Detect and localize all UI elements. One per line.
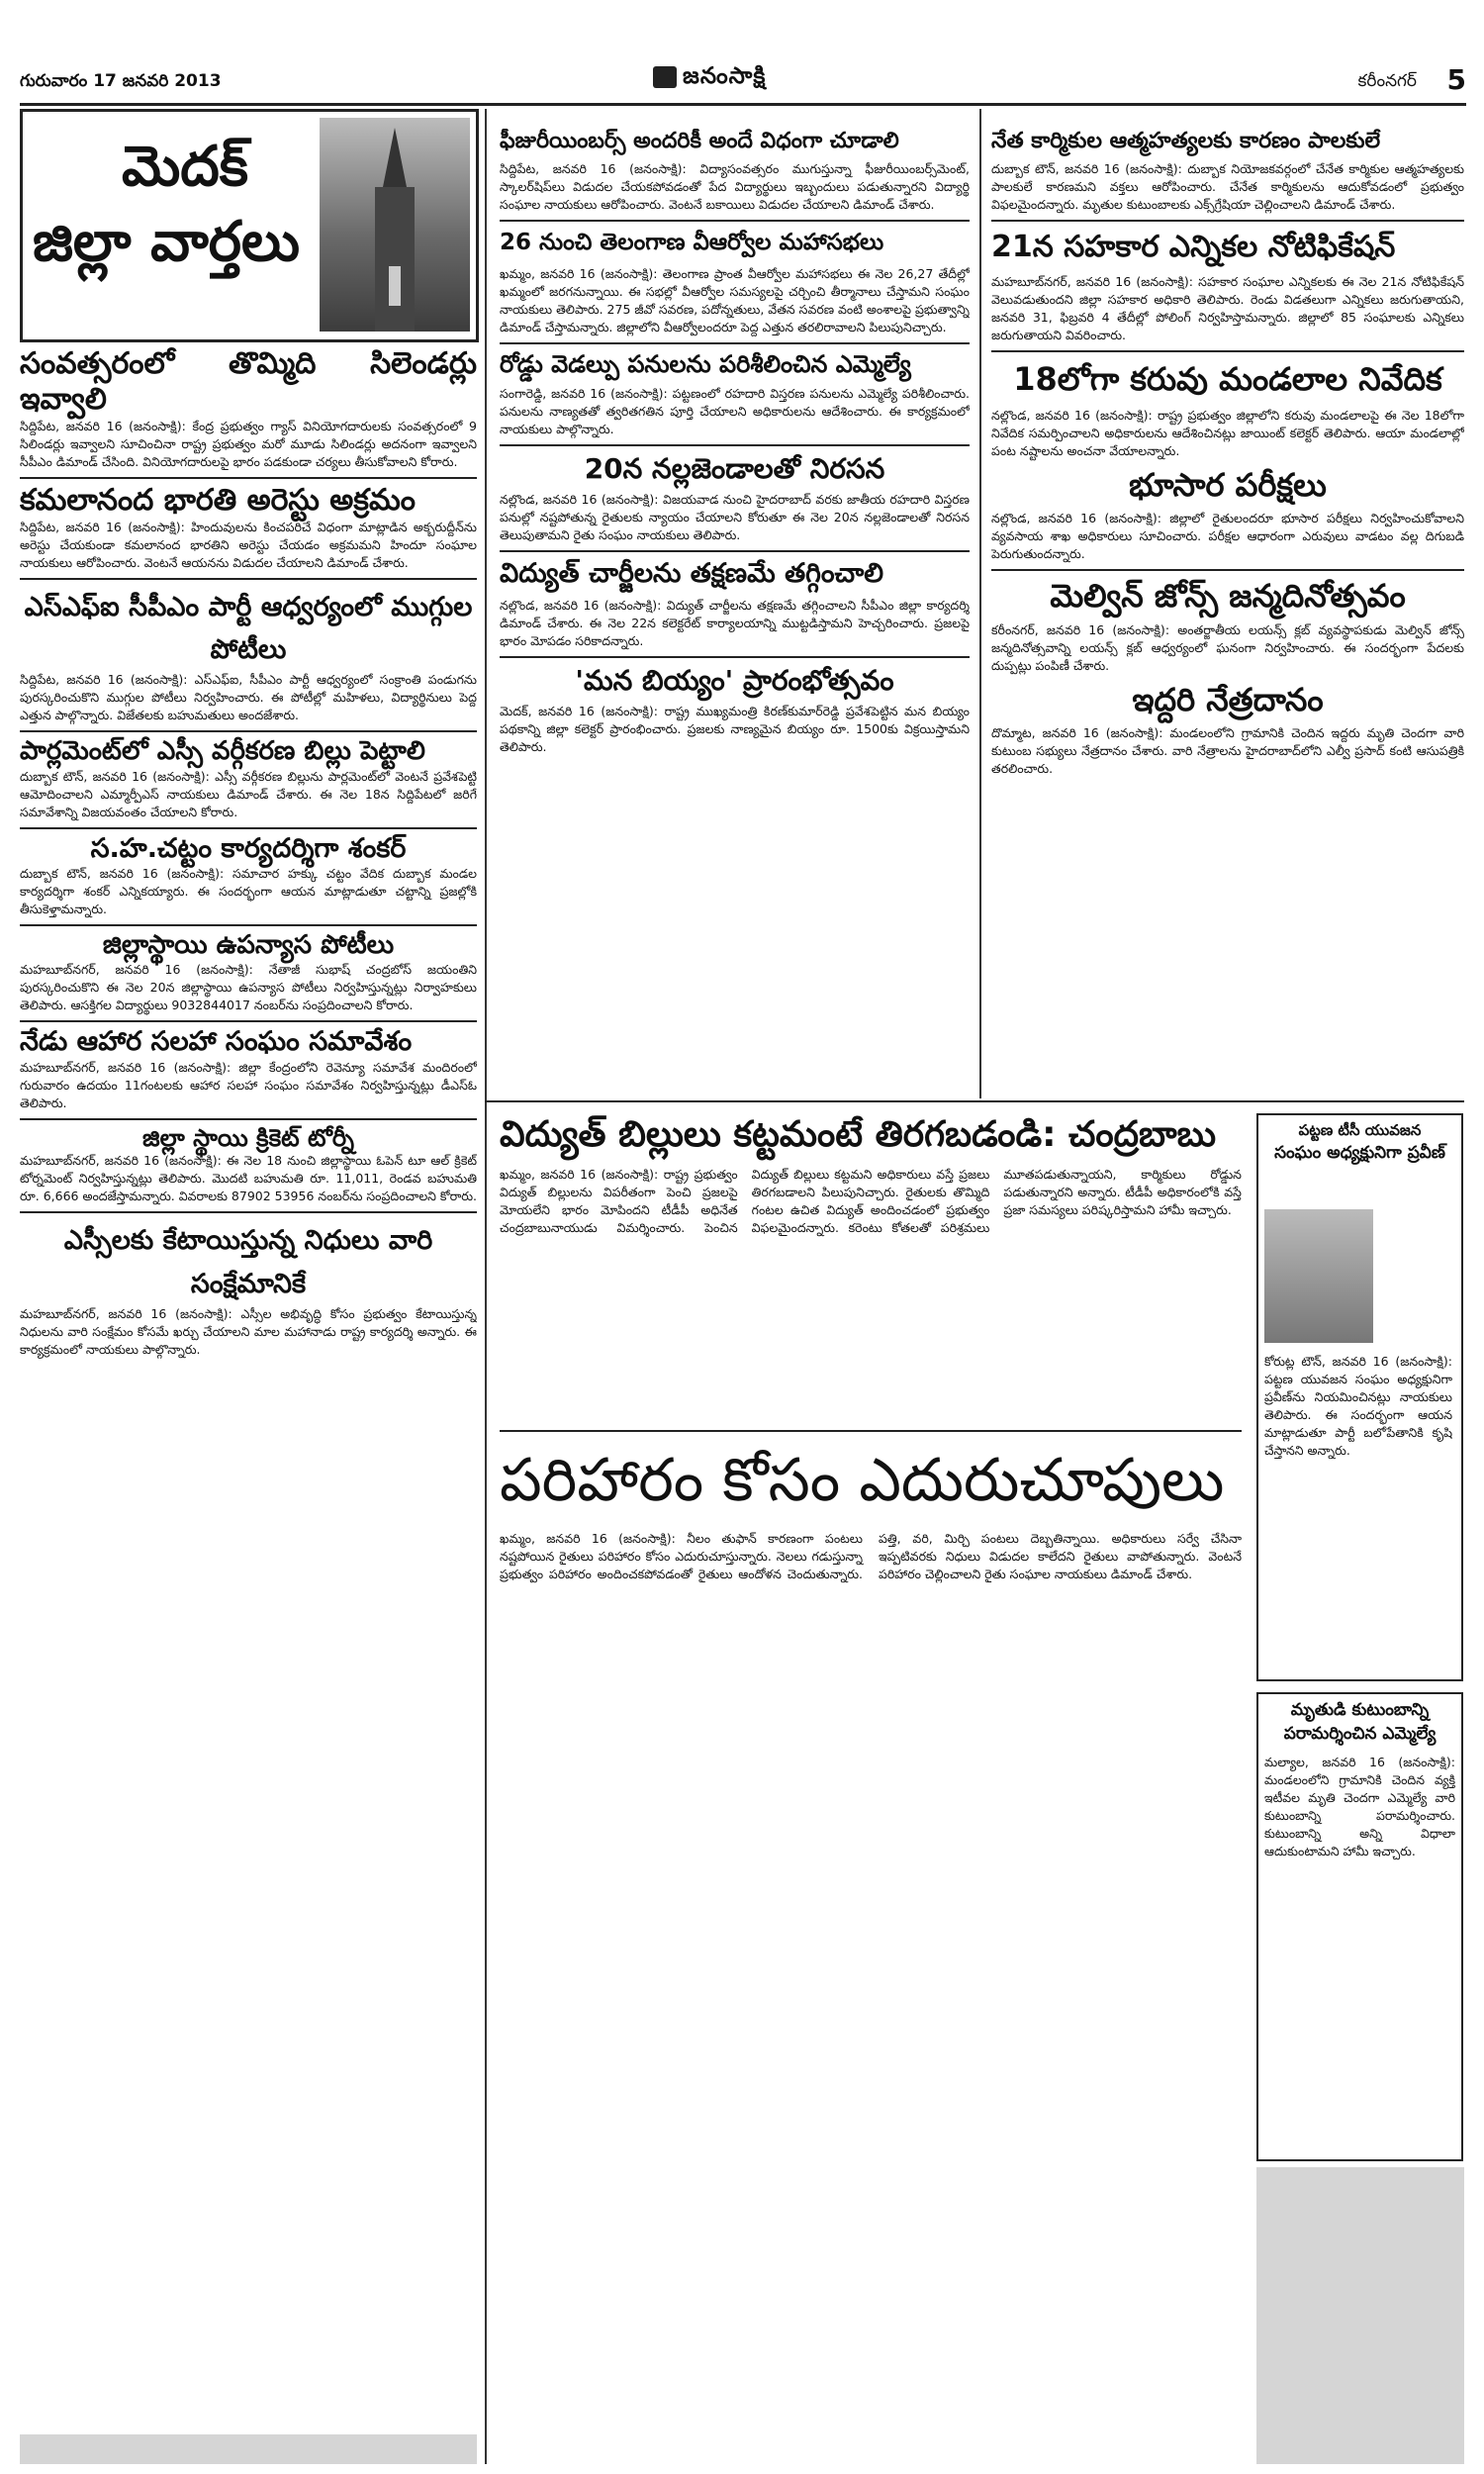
column-divider (485, 1385, 487, 2464)
article-title: రోడ్డు వెడల్పు పనులను పరిశీలించిన ఎమ్మెల్యే (500, 349, 911, 378)
article-title: మెల్విన్ జోన్స్ జన్మదినోత్సవం (1050, 577, 1406, 616)
article-title: ఎస్సీలకు కేటాయిస్తున్న నిధులు వారి సంక్షేమానికే (63, 1225, 433, 1299)
footer-bar (20, 2434, 477, 2464)
chandrababu-article (500, 1113, 1242, 1425)
church-photo (320, 118, 470, 332)
article-body: కరీంనగర్, జనవరి 16 (జనంసాక్షి): అంతర్జాతీయ లయన్స్ క్లబ్ వ్యవస్థాపకుడు మెల్విన్ జోన్స్ జన్మదినోత్సవాన్ని లయన్స్ క్లబ్ ఆధ్వర్యంలో ఘనంగా నిర్వహించారు. ఈ సందర్భంగా పేదలకు దుప్పట్లు పంపిణీ చేశారు. (991, 621, 1464, 673)
page-number: 5 (1446, 63, 1466, 96)
sidebar-box (1256, 1692, 1463, 2161)
divider (485, 1100, 1464, 1102)
column-divider (485, 109, 487, 1385)
article-body: దుబ్బాక టౌన్, జనవరి 16 (జనంసాక్షి): సమాచార హక్కు చట్టం వేదిక దుబ్బాక మండల కార్యదర్శిగా శంకర్ ఎన్నికయ్యారు. ఈ సందర్భంగా ఆయన మాట్లాడుతూ చట్టాన్ని ప్రజల్లోకి తీసుకెళ్తామన్నారు. (20, 865, 477, 916)
page-header (20, 63, 1466, 106)
issue-date: గురువారం 17 జనవరి 2013 (20, 71, 222, 91)
article-body: దుబ్బాక టౌన్, జనవరి 16 (జనంసాక్షి): దుబ్బాక నియోజకవర్గంలో చేనేత కార్మికుల ఆత్మహత్యలకు పాలకులే కారణమని వక్తలు ఆరోపించారు. చేనేత కార్మికులను ఆదుకోవడంలో ప్రభుత్వం విఫలమైందన్నారు. మృతుల కుటుంబాలకు ఎక్స్‌గ్రేషియా చెల్లించాలని డిమాండ్ చేశారు. (991, 161, 1464, 213)
article-body: ఖమ్మం, జనవరి 16 (జనంసాక్షి): నీలం తుఫాన్ కారణంగా పంటలు నష్టపోయిన రైతులు పరిహారం కోసం ఎదురుచూస్తున్నారు. నెలలు గడుస్తున్నా ప్రభుత్వం పరిహారం అందించకపోవడంతో రైతులు ఆందోళన చెందుతున్నారు. పత్తి, వరి, మిర్చి పంటలు దెబ్బతిన్నాయి. అధికారులు సర్వే చేసినా ఇప్పటివరకు నిధులు విడుదల కాలేదని రైతులు వాపోతున్నారు. వెంటనే పరిహారం చెల్లించాలని రైతు సంఘాల నాయకులు డిమాండ్ చేశారు. (500, 1531, 1242, 1581)
sidebar-title-line1: మృతుడి కుటుంబాన్ని (1290, 1700, 1430, 1720)
article-body: సిద్దిపేట, జనవరి 16 (జనంసాక్షి): ఎస్‌ఎఫ్ఐ, సీపీఎం పార్టీ ఆధ్వర్యంలో సంక్రాంతి పండుగను పురస్కరించుకొని ముగ్గుల పోటీలు నిర్వహించారు. ఈ పోటీల్లో మహిళలు, విద్యార్థినులు పెద్ద ఎత్తున పాల్గొన్నారు. విజేతలకు బహుమతులు అందజేశారు. (20, 672, 477, 723)
article-title: సంవత్సరంలో తొమ్మిది సిలెండర్లు ఇవ్వాలి (20, 346, 477, 417)
divider (500, 656, 970, 658)
article-title: ఎస్‌ఎఫ్ఐ సీపీఎం పార్టీ ఆధ్వర్యంలో ముగ్గుల పోటీలు (24, 592, 473, 666)
sidebar-title-line2: సంఘం అధ్యక్షునిగా ప్రవీణ్ (1274, 1143, 1445, 1163)
article-title: 20న నల్లజెండాలతో నిరసన (584, 451, 885, 485)
article-title: పార్లమెంట్‌లో ఎస్సీ వర్గీకరణ బిల్లు పెట్టాలి (20, 736, 425, 767)
divider (500, 550, 970, 552)
sidebar-body: మల్యాల, జనవరి 16 (జనంసాక్షి): మండలంలోని గ్రామానికి చెందిన వ్యక్తి ఇటీవల మృతి చెందగా ఎమ్మెల్యే వారి కుటుంబాన్ని పరామర్శించారు. కుటుంబాన్ని అన్ని విధాలా ఆదుకుంటామని హామీ ఇచ్చారు. (1264, 1755, 1455, 1858)
logo-icon (653, 66, 677, 88)
banner-title-line1: మెదక్ (122, 134, 249, 199)
article-body: దొమ్మాట, జనవరి 16 (జనంసాక్షి): మండలంలోని గ్రామానికి చెందిన ఇద్దరు మృతి చెందగా వారి కుటుంబ సభ్యులు నేత్రదానం చేశారు. వారి నేత్రాలను హైదరాబాద్‌లోని ఎల్వీ ప్రసాద్ కంటి ఆసుపత్రికి తరలించారు. (991, 724, 1464, 776)
sidebar-title (1258, 1115, 1461, 1173)
section-banner (20, 109, 479, 342)
sidebar-title-line2: పరామర్శించిన ఎమ్మెల్యే (1283, 1724, 1437, 1744)
divider (20, 827, 477, 829)
article-body: నల్లొండ, జనవరి 16 (జనంసాక్షి): జిల్లాలో రైతులందరూ భూసార పరీక్షలు నిర్వహించుకోవాలని వ్యవసాయ శాఖ అధికారులు సూచించారు. పరీక్షల ఆధారంగా ఎరువులు వాడటం వల్ల దిగుబడి పెరుగుతుందన్నారు. (991, 511, 1464, 562)
banner-title (33, 130, 300, 279)
edition-place: కరీంనగర్ (1357, 71, 1417, 91)
right-column (991, 129, 1464, 1098)
church-icon (320, 118, 470, 332)
article-title: విద్యుత్ బిల్లులు కట్టమంటే తిరగబడండి: చంద్రబాబు (500, 1114, 1217, 1155)
sidebar-box (1256, 1113, 1463, 1681)
paper-name: జనంసాక్షి (683, 63, 767, 89)
article-body: నల్లొండ, జనవరి 16 (జనంసాక్షి): విజయవాడ నుంచి హైదరాబాద్ వరకు జాతీయ రహదారి విస్తరణ పనుల్లో నష్టపోతున్న రైతులకు న్యాయం చేయాలని కోరుతూ ఈ నెల 20న నల్లజెండాలతో నిరసన తెలుపుతామని రైతు సంఘం నాయకులు తెలిపారు. (500, 492, 970, 543)
left-column (20, 346, 477, 2425)
divider (500, 444, 970, 446)
divider (500, 220, 970, 222)
article-title: 21న సహకార ఎన్నికల నోటిఫికేషన్ (991, 230, 1396, 265)
article-body: దుబ్బాక టౌన్, జనవరి 16 (జనంసాక్షి): ఎస్సీ వర్గీకరణ బిల్లును పార్లమెంట్‌లో వెంటనే ప్రవేశపెట్టి ఆమోదించాలని ఎమ్మార్పీఎస్ నాయకులు డిమాండ్ చేశారు. ఈ నెల 18న సిద్దిపేటలో జరిగే సమావేశాన్ని విజయవంతం చేయాలని కోరారు. (20, 768, 477, 819)
article-body: మహబూబ్‌నగర్, జనవరి 16 (జనంసాక్షి): జిల్లా కేంద్రంలోని రెవెన్యూ సమావేశ మందిరంలో గురువారం ఉదయం 11గంటలకు ఆహార సలహా సంఘం సమావేశం నిర్వహిస్తున్నట్లు డీఎస్‌ఓ తెలిపారు. (20, 1059, 477, 1110)
newspaper-logo (653, 63, 766, 95)
article-body: మెదక్, జనవరి 16 (జనంసాక్షి): రాష్ట్ర ముఖ్యమంత్రి కిరణ్‌కుమార్‌రెడ్డి ప్రవేశపెట్టిన మన బియ్యం పథకాన్ని జిల్లా కలెక్టర్ ప్రారంభించారు. ప్రజలకు నాణ్యమైన బియ్యం రూ. 1500కు విక్రయిస్తామని తెలిపారు. (500, 704, 970, 755)
divider (20, 924, 477, 926)
article-title: జిల్లా స్థాయి క్రికెట్ టోర్నీ (142, 1123, 354, 1152)
article-body: సిద్దిపేట, జనవరి 16 (జనంసాక్షి): కేంద్ర ప్రభుత్వం గ్యాస్ వినియోగదారులకు సంవత్సరంలో 9 సిలిండర్లు ఇవ్వాలని సూచించినా రాష్ట్ర ప్రభుత్వం మరో మూడు సిలిండర్లు అదనంగా ఇవ్వాలని సీపీఎం డిమాండ్ చేసింది. వినియోగదారులపై భారం పడకుండా చర్యలు తీసుకోవాలని కోరారు. (20, 419, 477, 469)
divider (20, 578, 477, 580)
divider (20, 1211, 477, 1213)
divider (500, 1430, 1242, 1432)
article-title: 18లోగా కరువు మండలాల నివేదిక (1013, 360, 1442, 399)
article-body: నల్లొండ, జనవరి 16 (జనంసాక్షి): విద్యుత్ చార్జీలను తక్షణమే తగ్గించాలని సీపీఎం జిల్లా కార్యదర్శి డిమాండ్ చేశారు. ఈ నెల 22న కలెక్టరేట్ కార్యాలయాన్ని ముట్టడిస్తామని హెచ్చరించారు. ప్రజలపై భారం మోపడం సరికాదన్నారు. (500, 597, 970, 648)
article-title: ఫీజురీయింబర్స్ అందరికీ అందే విధంగా చూడాలి (500, 129, 899, 153)
article-body: మహబూబ్‌నగర్, జనవరి 16 (జనంసాక్షి): ఈ నెల 18 నుంచి జిల్లాస్థాయి ఓపెన్ టూ ఆల్ క్రికెట్ టోర్నమెంట్ నిర్వహిస్తున్నట్లు తెలిపారు. మొదటి బహుమతి రూ. 11,011, రెండవ బహుమతి రూ. 6,666 అందజేస్తామన్నారు. వివరాలకు 87902 53956 నంబర్‌ను సంప్రదించాలని కోరారు. (20, 1153, 477, 1204)
divider (991, 220, 1464, 222)
article-title: పరిహారం కోసం ఎదురుచూపులు (500, 1446, 1225, 1515)
article-body: మహబూబ్‌నగర్, జనవరి 16 (జనంసాక్షి): ఎస్సీల అభివృద్ధి కోసం ప్రభుత్వం కేటాయిస్తున్న నిధులను వారి సంక్షేమం కోసమే ఖర్చు చేయాలని మాల మహానాడు రాష్ట్ర కార్యదర్శి అన్నారు. ఈ కార్యక్రమంలో నాయకులు పాల్గొన్నారు. (20, 1305, 477, 1357)
sidebar-body: కోరుట్ల టౌన్, జనవరి 16 (జనంసాక్షి): పట్టణ యువజన సంఘం అధ్యక్షునిగా ప్రవీణ్‌ను నియమించినట్లు నాయకులు తెలిపారు. ఈ సందర్భంగా ఆయన మాట్లాడుతూ పార్టీ బలోపేతానికి కృషి చేస్తానని అన్నారు. (1264, 1354, 1452, 1458)
divider (500, 342, 970, 344)
article-title: నేత కార్మికుల ఆత్మహత్యలకు కారణం పాలకులే (991, 129, 1381, 153)
article-body: సిద్దిపేట, జనవరి 16 (జనంసాక్షి): విద్యాసంవత్సరం ముగుస్తున్నా ఫీజురీయింబర్స్‌మెంట్, స్కాలర్‌షిప్‌లు విడుదల చేయకపోవడంతో పేద విద్యార్థులు ఇబ్బందులు పడుతున్నారని విద్యార్థి సంఘాల నాయకులు ఆరోపించారు. వెంటనే బకాయిలు విడుదల చేయాలని డిమాండ్ చేశారు. (500, 161, 970, 213)
parihaaram-article (500, 1445, 1242, 2464)
article-title: ఇద్దరి నేత్రదానం (1132, 680, 1324, 718)
footer-bar (1256, 2167, 1464, 2464)
column-divider (979, 109, 981, 1098)
article-title: భూసార పరీక్షలు (1129, 465, 1327, 504)
divider (20, 477, 477, 479)
article-title: జిల్లాస్థాయి ఉపన్యాస పోటీలు (102, 929, 395, 960)
sidebar-title (1258, 1694, 1461, 1754)
article-body: నల్లొండ, జనవరి 16 (జనంసాక్షి): రాష్ట్ర ప్రభుత్వం జిల్లాలోని కరువు మండలాలపై ఈ నెల 18లోగా నివేదిక సమర్పించాలని అధికారులను ఆదేశించినట్లు జాయింట్ కలెక్టర్ తెలిపారు. ఆయా మండలాల్లో పంట నష్టాలను అంచనా వేయాలన్నారు. (991, 407, 1464, 458)
banner-title-line2: జిల్లా వార్తలు (33, 208, 301, 274)
article-title: 26 నుంచి తెలంగాణ వీఆర్వోల మహాసభలు (500, 230, 884, 256)
article-body: మహబూబ్‌నగర్, జనవరి 16 (జనంసాక్షి): నేతాజీ సుభాష్ చంద్రబోస్ జయంతిని పురస్కరించుకొని ఈ నెల 20న జిల్లాస్థాయి ఉపన్యాస పోటీలు నిర్వహిస్తున్నట్లు నిర్వాహకులు తెలిపారు. ఆసక్తిగల విద్యార్థులు 9032844017 నంబర్‌ను సంప్రదించాలని కోరారు. (20, 962, 477, 1013)
divider (20, 730, 477, 732)
article-body: ఖమ్మం, జనవరి 16 (జనంసాక్షి): తెలంగాణ ప్రాంత వీఆర్వోల మహాసభలు ఈ నెల 26,27 తేదీల్లో ఖమ్మంలో జరగనున్నాయి. ఈ సభల్లో వీఆర్వోల సమస్యలపై చర్చించి తీర్మానాలు చేస్తామని సంఘం నాయకులు తెలిపారు. 275 జీవో సవరణ, పదోన్నతులు, వేతన సవరణ వంటి అంశాలపై ప్రభుత్వాన్ని డిమాండ్ చేస్తామన్నారు. జిల్లాలోని వీఆర్వోలందరూ పెద్ద ఎత్తున తరలిరావాలని పిలుపునిచ్చారు. (500, 265, 970, 334)
article-body: సిద్దిపేట, జనవరి 16 (జనంసాక్షి): హిందువులను కించపరిచే విధంగా మాట్లాడిన అక్బరుద్దీన్‌ను అరెస్టు చేయకుండా కమలానంద భారతిని అరెస్టు చేయడం అక్రమమని హిందూ సంఘాల నాయకులు ఆరోపించారు. వెంటనే ఆయనను విడుదల చేయాలని డిమాండ్ చేశారు. (20, 520, 477, 570)
divider (20, 1020, 477, 1022)
article-title: స.హ.చట్టం కార్యదర్శిగా శంకర్ (90, 832, 407, 864)
divider (991, 569, 1464, 571)
article-body: సంగారెడ్డి, జనవరి 16 (జనంసాక్షి): పట్టణంలో రహదారి విస్తరణ పనులను ఎమ్మెల్యే పరిశీలించారు. పనులను నాణ్యతతో త్వరితగతిన పూర్తి చేయాలని అధికారులను ఆదేశించారు. ఈ కార్యక్రమంలో నాయకులు పాల్గొన్నారు. (500, 385, 970, 436)
person-photo (1264, 1209, 1373, 1343)
article-title: నేడు ఆహార సలహా సంఘం సమావేశం (20, 1026, 413, 1058)
sidebar-title-line1: పట్టణ టీసీ యువజన (1298, 1121, 1422, 1139)
article-body: ఖమ్మం, జనవరి 16 (జనంసాక్షి): రాష్ట్ర ప్రభుత్వం విద్యుత్ బిల్లులను విపరీతంగా పెంచి ప్రజలపై మోయలేని భారం మోపిందని టీడీపీ అధినేత చంద్రబాబునాయుడు విమర్శించారు. పెంచిన విద్యుత్ బిల్లులు కట్టమని అధికారులు వస్తే ప్రజలు తిరగబడాలని పిలుపునిచ్చారు. రైతులకు తొమ్మిది గంటల ఉచిత విద్యుత్ అందించడంలో ప్రభుత్వం విఫలమైందన్నారు. కరెంటు కోతలతో పరిశ్రమలు మూతపడుతున్నాయని, కార్మికులు రోడ్డున పడుతున్నారని అన్నారు. టీడీపీ అధికారంలోకి వస్తే ప్రజా సమస్యలు పరిష్కరిస్తామని హామీ ఇచ్చారు. (500, 1167, 1242, 1236)
article-body: మహబూబ్‌నగర్, జనవరి 16 (జనంసాక్షి): సహకార సంఘాల ఎన్నికలకు ఈ నెల 21న నోటిఫికేషన్ వెలువడుతుందని జిల్లా సహకార అధికారి తెలిపారు. రెండు విడతలుగా ఎన్నికలు జరుగుతాయని, జనవరి 31, ఫిబ్రవరి 4 తేదీల్లో పోలింగ్ నిర్వహిస్తామన్నారు. జిల్లాలో 85 సంఘాలకు ఎన్నికలు జరుగుతాయని వివరించారు. (991, 274, 1464, 343)
article-title: 'మన బియ్యం' ప్రారంభోత్సవం (575, 663, 894, 697)
article-title: కమలానంద భారతి అరెస్టు అక్రమం (20, 483, 416, 518)
divider (20, 1118, 477, 1120)
divider (991, 350, 1464, 352)
article-title: విద్యుత్ చార్జీలను తక్షణమే తగ్గించాలి (500, 558, 884, 590)
